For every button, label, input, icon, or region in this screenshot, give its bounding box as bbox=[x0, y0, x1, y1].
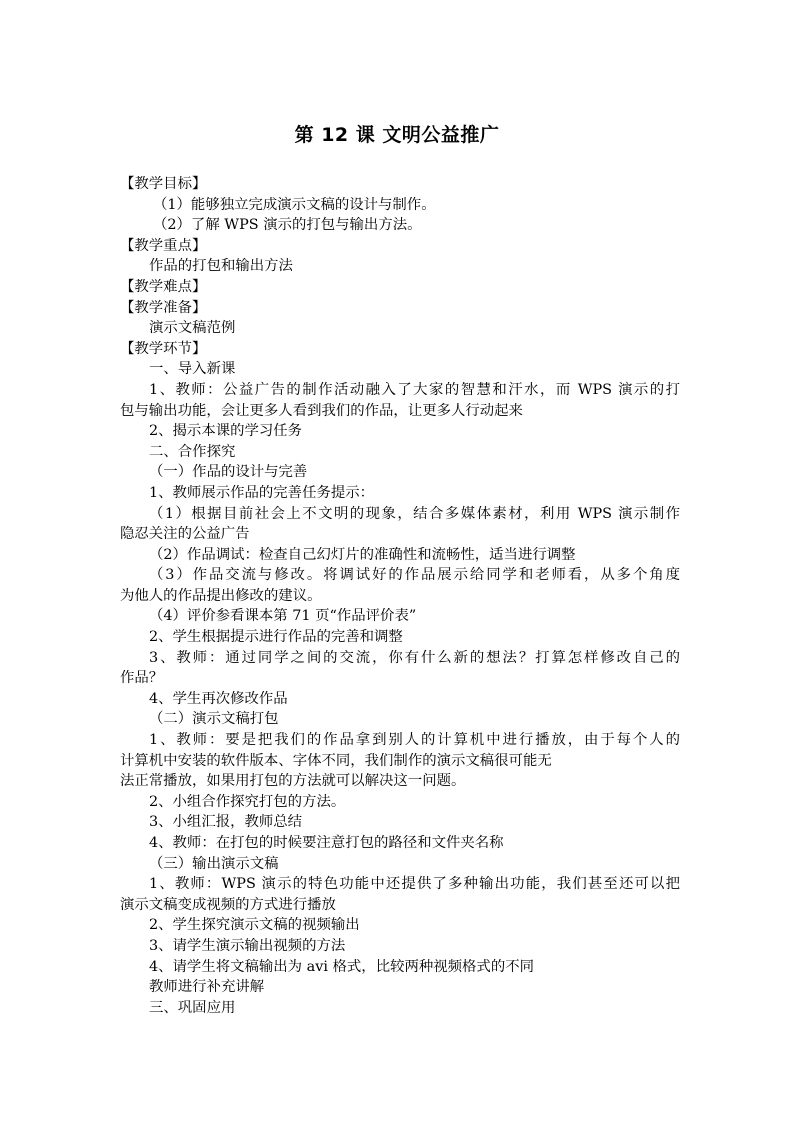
text-line: （2）作品调试：检查自己幻灯片的准确性和流畅性，适当进行调整 bbox=[149, 546, 576, 563]
text-line: （4）评价参看课本第 71 页“作品评价表” bbox=[149, 608, 417, 625]
text-line: 为他人的作品提出修改的建议。 bbox=[120, 587, 322, 604]
text-line: （三）输出演示文稿 bbox=[149, 855, 279, 872]
section-heading: 【教学准备】 bbox=[120, 299, 207, 316]
section-heading: 【教学难点】 bbox=[120, 278, 207, 295]
lesson-body bbox=[120, 174, 680, 1018]
text-line: 3、小组汇报，教师总结 bbox=[149, 814, 303, 831]
text-line: 教师进行补充讲解 bbox=[149, 979, 265, 996]
text-line: 4、学生再次修改作品 bbox=[149, 690, 288, 707]
text-line: 1、教师展示作品的完善任务提示： bbox=[149, 484, 375, 501]
text-line: 3、教师：通过同学之间的交流，你有什么新的想法？打算怎样修改自己的 bbox=[149, 649, 680, 666]
text-line: 演示文稿变成视频的方式进行播放 bbox=[120, 896, 336, 913]
text-line: 2、学生探究演示文稿的视频输出 bbox=[149, 917, 360, 934]
text-line: （1）根据目前社会上不文明的现象，结合多媒体素材，利用 WPS 演示制作 bbox=[149, 505, 680, 522]
text-line: 2、揭示本课的学习任务 bbox=[149, 423, 303, 440]
text-line: 演示文稿范例 bbox=[149, 320, 236, 337]
text-line: 作品？ bbox=[120, 670, 164, 687]
section-heading: 【教学目标】 bbox=[120, 176, 207, 192]
text-line: 包与输出功能，会让更多人看到我们的作品，让更多人行动起来 bbox=[120, 402, 523, 419]
text-line: 三、巩固应用 bbox=[149, 999, 236, 1016]
text-line: （3）作品交流与修改。将调试好的作品展示给同学和老师看，从多个角度 bbox=[149, 567, 680, 584]
text-line: 法正常播放，如果用打包的方法就可以解决这一问题。 bbox=[120, 773, 466, 790]
text-line: 2、学生根据提示进行作品的完善和调整 bbox=[149, 629, 403, 646]
section-heading: 【教学环节】 bbox=[120, 340, 207, 357]
text-line: （2）了解 WPS 演示的打包与输出方法。 bbox=[153, 217, 422, 234]
text-line: 2、小组合作探究打包的方法。 bbox=[149, 793, 346, 810]
text-line: 1、教师：公益广告的制作活动融入了大家的智慧和汗水，而 WPS 演示的打 bbox=[149, 381, 680, 398]
text-line: 4、教师：在打包的时候要注意打包的路径和文件夹名称 bbox=[149, 835, 504, 851]
text-line: 1、教师：WPS 演示的特色功能中还提供了多种输出功能，我们甚至还可以把 bbox=[149, 876, 680, 893]
text-line: （一）作品的设计与完善 bbox=[149, 464, 308, 481]
section-heading: 【教学重点】 bbox=[120, 237, 207, 254]
lesson-title: 第 12 课 文明公益推广 bbox=[294, 124, 500, 146]
text-line: （二）演示文稿打包 bbox=[149, 711, 279, 728]
text-line: 1、教师：要是把我们的作品拿到别人的计算机中进行播放，由于每个人的 bbox=[149, 732, 680, 749]
text-line: 3、请学生演示输出视频的方法 bbox=[149, 937, 346, 954]
text-line: 计算机中安装的软件版本、字体不同，我们制作的演示文稿很可能无 bbox=[120, 752, 552, 769]
text-line: 一、导入新课 bbox=[149, 361, 236, 378]
text-line: 作品的打包和输出方法 bbox=[149, 258, 293, 275]
text-line: 二、合作探究 bbox=[149, 443, 236, 460]
text-line: 4、请学生将文稿输出为 avi 格式，比较两种视频格式的不同 bbox=[149, 958, 534, 975]
text-line: （1）能够独立完成演示文稿的设计与制作。 bbox=[153, 196, 436, 213]
text-line: 隐忍关注的公益广告 bbox=[120, 526, 250, 543]
